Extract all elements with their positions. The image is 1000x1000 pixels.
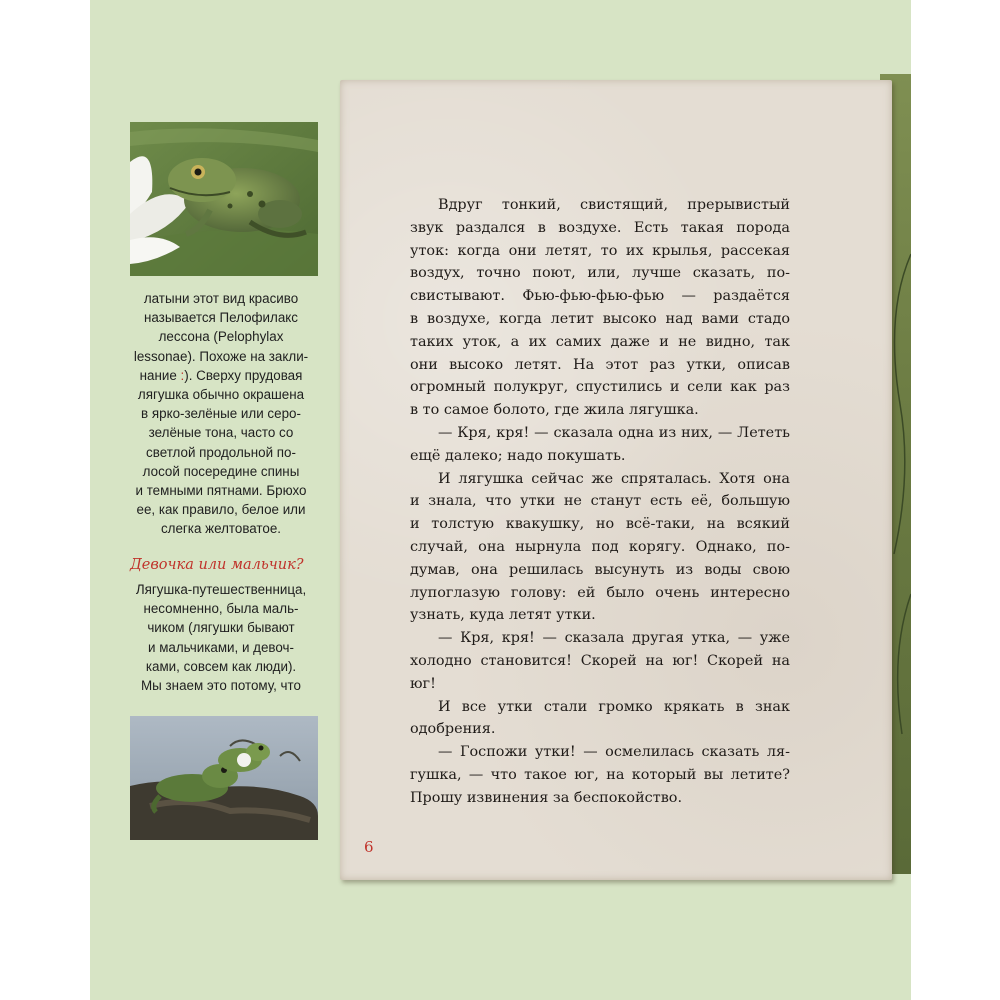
smile-emoticon: :	[180, 367, 185, 383]
story-text	[410, 194, 790, 810]
story-line: огромный полукруг, спустились и сели как раз	[410, 379, 790, 396]
story-line: в то самое болото, где жила лягушка.	[410, 402, 699, 419]
story-line: ещё далеко; надо покушать.	[410, 447, 626, 464]
story-line: случай, она нырнула под корягу. Однако, по-	[410, 538, 790, 555]
story-line: уток: когда они летят, то их крылья, рассекая	[410, 242, 790, 259]
story-line: узнать, куда летят утки.	[410, 607, 596, 624]
story-line: свистывают. Фью-фью-фью-фью — раздаётся	[410, 288, 790, 305]
story-line: одобрения.	[410, 721, 496, 738]
page-number: 6	[364, 838, 374, 856]
story-line: Вдруг тонкий, свистящий, прерывистый	[438, 197, 790, 213]
story-line: гушка, — что такое юг, на который вы летите?	[410, 766, 790, 783]
story-line: таких уток, а их самих даже и не видно, так	[410, 333, 790, 350]
story-line: звук раздался в воздухе. Есть такая порода	[410, 219, 790, 236]
story-line: воздух, точно поют, или, лучше сказать, по-	[410, 265, 790, 282]
story-line: и толстую квакушку, но всё-таки, на всякий	[410, 516, 790, 533]
story-line: — Кря, кря! — сказала другая утка, — уже	[438, 630, 790, 647]
story-line: и знала, что утки не станут есть её, большую	[410, 493, 790, 510]
story-line: лупоглазую голову: ей было очень интересно	[410, 584, 790, 601]
story-line: холодно становится! Скорей на юг! Скорей на	[410, 652, 790, 669]
sidebar-heading: Девочка или мальчик?	[130, 557, 304, 573]
story-line: думав, она решилась высунуть из воды свою	[410, 561, 790, 578]
story-line: юг!	[410, 675, 436, 692]
story-line: они высоко летят. На этот раз утки, описав	[410, 356, 790, 373]
frog-lily-pad-photo	[130, 122, 318, 276]
story-line: в воздухе, когда летит высоко над вами стадо	[410, 310, 790, 327]
story-line: И все утки стали громко крякать в знак	[438, 698, 790, 715]
frogs-in-water-photo	[130, 716, 318, 840]
sidebar-paragraph-boy-or-girl: Лягушка-путешественница, несомненно, была маль- чиком (лягушки бывают и мальчиками, и девоч- ками, совсем как люди). Мы знаем это потому, что	[135, 582, 307, 694]
story-line: И лягушка сейчас же спряталась. Хотя она	[438, 470, 790, 487]
sidebar-paragraph-latin-name: латыни этот вид красиво называется Пелофилакс лессона (Pelophylax lessonae). Похоже на закли- нание :). Сверху прудовая лягушка обычно окрашена в ярко-зелёные или серо- зелёные тона, часто со светлой продольной по- лосой посередине спины и темными пятнами. Брюхо ее, как правило, белое или слегка желтоватое.	[133, 291, 309, 537]
story-line: Прошу извинения за беспокойство.	[410, 789, 683, 806]
story-line: — Госпожи утки! — осмелилась сказать ля-	[438, 744, 790, 761]
story-line: — Кря, кря! — сказала одна из них, — Лететь	[438, 424, 790, 441]
